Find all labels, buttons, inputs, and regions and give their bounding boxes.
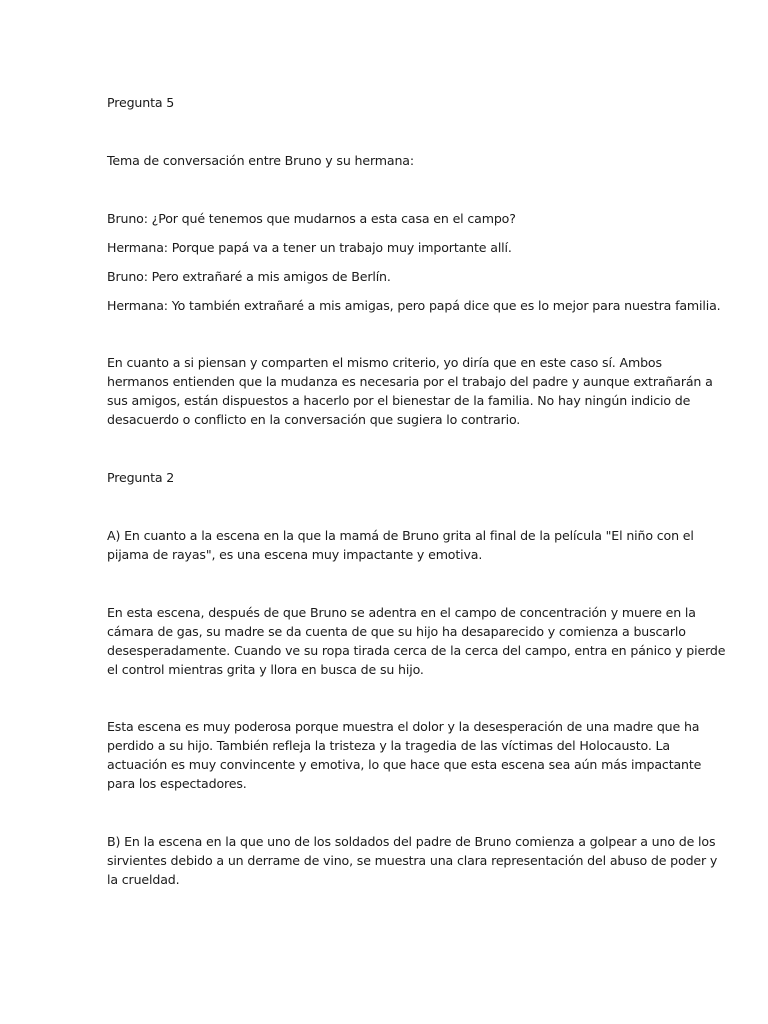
heading-pregunta-5: Pregunta 5 bbox=[107, 95, 175, 110]
part-b-paragraph: B) En la escena en la que uno de los soldados del padre de Bruno comienza a golpear a uno de los sirvientes debido a un derrame de vino, se muestra una clara representación del abuso de poder y la crueldad. bbox=[107, 834, 718, 887]
powerful-paragraph: Esta escena es muy poderosa porque muestra el dolor y la desesperación de una madre que ha perdido a su hijo. También refleja la tristeza y la tragedia de las víctimas del Holocausto. La actuación es muy convincente y emotiva, lo que hace que esta escena sea aún más impactante para los espectadores. bbox=[107, 719, 702, 791]
criterion-paragraph: En cuanto a si piensan y comparten el mismo criterio, yo diría que en este caso sí. Ambos hermanos entienden que la mudanza es necesaria por el trabajo del padre y aunque extrañarán a sus amigos, están dispuestos a hacerlo por el bienestar de la familia. No hay ningún indicio de desacuerdo o conflicto en la conversación que sugiera lo contrario. bbox=[107, 355, 713, 427]
dialogue-line-2: Hermana: Porque papá va a tener un trabajo muy importante allí. bbox=[107, 240, 512, 255]
dialogue-line-4: Hermana: Yo también extrañaré a mis amigas, pero papá dice que es lo mejor para nuestra familia. bbox=[107, 298, 721, 313]
part-a-paragraph: A) En cuanto a la escena en la que la mamá de Bruno grita al final de la película "El niño con el pijama de rayas", es una escena muy impactante y emotiva. bbox=[107, 528, 694, 562]
dialogue-line-3: Bruno: Pero extrañaré a mis amigos de Berlín. bbox=[107, 269, 391, 284]
topic-line: Tema de conversación entre Bruno y su hermana: bbox=[107, 153, 414, 168]
scene-paragraph: En esta escena, después de que Bruno se adentra en el campo de concentración y muere en la cámara de gas, su madre se da cuenta de que su hijo ha desaparecido y comienza a buscarlo desesperadamente. Cuando ve su ropa tirada cerca de la cerca del campo, entra en pánico y pierde el control mientras grita y llora en busca de su hijo. bbox=[107, 605, 726, 677]
dialogue-line-1: Bruno: ¿Por qué tenemos que mudarnos a esta casa en el campo? bbox=[107, 211, 516, 226]
heading-pregunta-2: Pregunta 2 bbox=[107, 470, 175, 485]
